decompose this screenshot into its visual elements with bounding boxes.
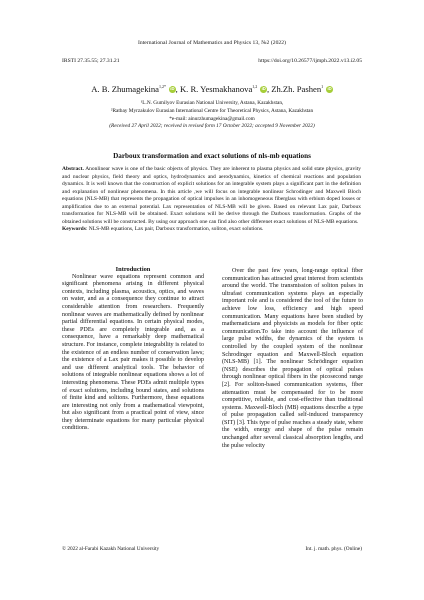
paragraph: Nonlinear wave equations represent common and significant phenomena arising in different physical contexts, including plasma, acoustics, optics, and waves on water, and as a consequence they continue to attract considerable attention from researchers. Frequently nonlinear waves are mathematically defined by nonlinear partial differential equations. In certain physical modes, these PDEs are completely integrable and, as a consequence, have a remarkably deep mathematical structure. For instance, complete integrability is related to the existence of an endless number of conservation laws; the existence of a Lax pair makes it possible to develop and use different analytical tools. The behavior of solutions of integrable nonlinear equations shows a lot of interesting phenomena. These PDEs admit multiple types of exact solutions, including bound states, and solutions of finite kind and solitons. Furthermore, these equations are interesting not only from a mathematical viewpoint, but also significant from a practical point of view, since they determinate equations for many particular physical conditions. — [62, 273, 204, 432]
author-affil-marker: 1 — [321, 84, 324, 90]
affiliation: ²Ratbay Myrzakulov Eurasian International Centre for Theoretical Physics, Astana, Kazakhstan — [110, 108, 314, 114]
paper-title: Darboux transformation and exact solutions of nls-mb equations — [113, 152, 311, 160]
paragraph: Over the past few years, long-range optical fiber communication has attracted great interest from scientists around the world. The transmission of soliton pulses in ultrafast communication systems plays an especially important role and is considered the tool of the future to achieve low loss, efficiency and high speed communication. Many equations have been studied by mathematicians and physicists as models for fiber optic communication.To take into account the influence of large pulse widths, the dynamics of the system is controlled by the coupled system of the nonlinear Schrodinger equation and Maxwell-Bloch equation (NLS-MB) [1]. The nonlinear Schrödinger equation (NSE) describes the propagation of optical pulses through nonlinear optical fibers in the picosecond range [2]. For soliton-based communication systems, fiber attenuation must be compensated for to be more competitive, reliable, and cost-effective than traditional systems. Maxwell-Bloch (MB) equations describe a type of pulse propagation called self-induced transparency (SIT) [3]. This type of pulse reaches a steady state, where the width, energy and shape of the pulse remain unchanged after several classical absorption lengths, and the pulse velocity — [222, 268, 363, 449]
affiliation: ¹L.N. Gumilyov Eurasian National University, Astana, Kazakhstan, — [140, 100, 284, 106]
article-meta — [62, 58, 362, 64]
keywords-text: : NLS-MB equations, Lax pair, Darboux transformation, soliton, exact solutions. — [85, 226, 264, 233]
orcid-icon[interactable]: iD — [327, 86, 332, 91]
section-heading-introduction: Introduction — [115, 266, 151, 273]
irsti-code: IRSTI 27.35.55; 27.31.21 — [62, 58, 120, 64]
abstract-block — [62, 166, 361, 234]
author-name: Zh.Zh. Pashen — [271, 84, 322, 94]
journal-abbrev: Int. j. math. phys. (Online) — [305, 546, 362, 552]
received-dates: (Received 27 April 2022; received in revised form 17 October 2022; accepted 9 November 2022) — [109, 123, 315, 129]
abstract-text: Anonlinear wave is one of the basic objects of physics. They are inherent to plasma physics and solid state physics, gravity and nuclear physics, field theory and optics, hydrodynamics and aerodynamics, kinetics of chemical reactions and population dynamics. It is well known that the construction of explicit solutions for an integrable system plays a significant part in the definition and explanation of nonlinear phenomena. In this article ,we will focus on integrable nonlinear Schrodinger and Maxwell Bloch equations (NLS-MB) that represents the propagation of optical impulses in an inhomogeneous fiberglass with erbium doped losses or amplification due to an external potential. Lax representation of NLS-MB will be given. Based on relevant Lax pair, Darboux transformation for NLS-MB will be obtained. Exact solutions will be derive through the Darboux transformation. Graphs of the obtained solutions will be constructed. By using our approach one can find also other differenet exact solutions of NLS-MB equations. — [62, 166, 361, 225]
author-affil-marker: 1,2 — [252, 84, 258, 90]
keywords-label: Keywords — [62, 226, 86, 233]
author-affil-marker: 1,2* — [158, 84, 166, 90]
author-list: A. B. Zhumagekina$^{1,2*}$ iD, K. R. Yesmakhanova$^{1,2}$ iD, Zh.Zh. Pashen$^1$ iD — [91, 84, 332, 94]
page-footer — [62, 546, 362, 552]
right-column — [222, 268, 363, 450]
orcid-icon[interactable]: iD — [261, 86, 266, 91]
corresponding-email[interactable]: *e-mail: ainurzhumagekina@gmail.com — [169, 116, 255, 122]
left-column — [62, 266, 204, 433]
author-name: K. R. Yesmakhanova — [179, 84, 253, 94]
journal-header: International Journal of Mathematics and Physics 13, №2 (2022) — [137, 40, 287, 46]
author-name: A. B. Zhumagekina — [91, 84, 159, 94]
orcid-icon[interactable]: iD — [170, 86, 175, 91]
copyright: © 2022 al-Farabi Kazakh National University — [62, 546, 160, 552]
abstract-label: Abstract. — [62, 166, 84, 172]
doi-link[interactable]: https://doi.org/10.26577/ijmph.2022.v13.i2.05 — [258, 58, 362, 64]
